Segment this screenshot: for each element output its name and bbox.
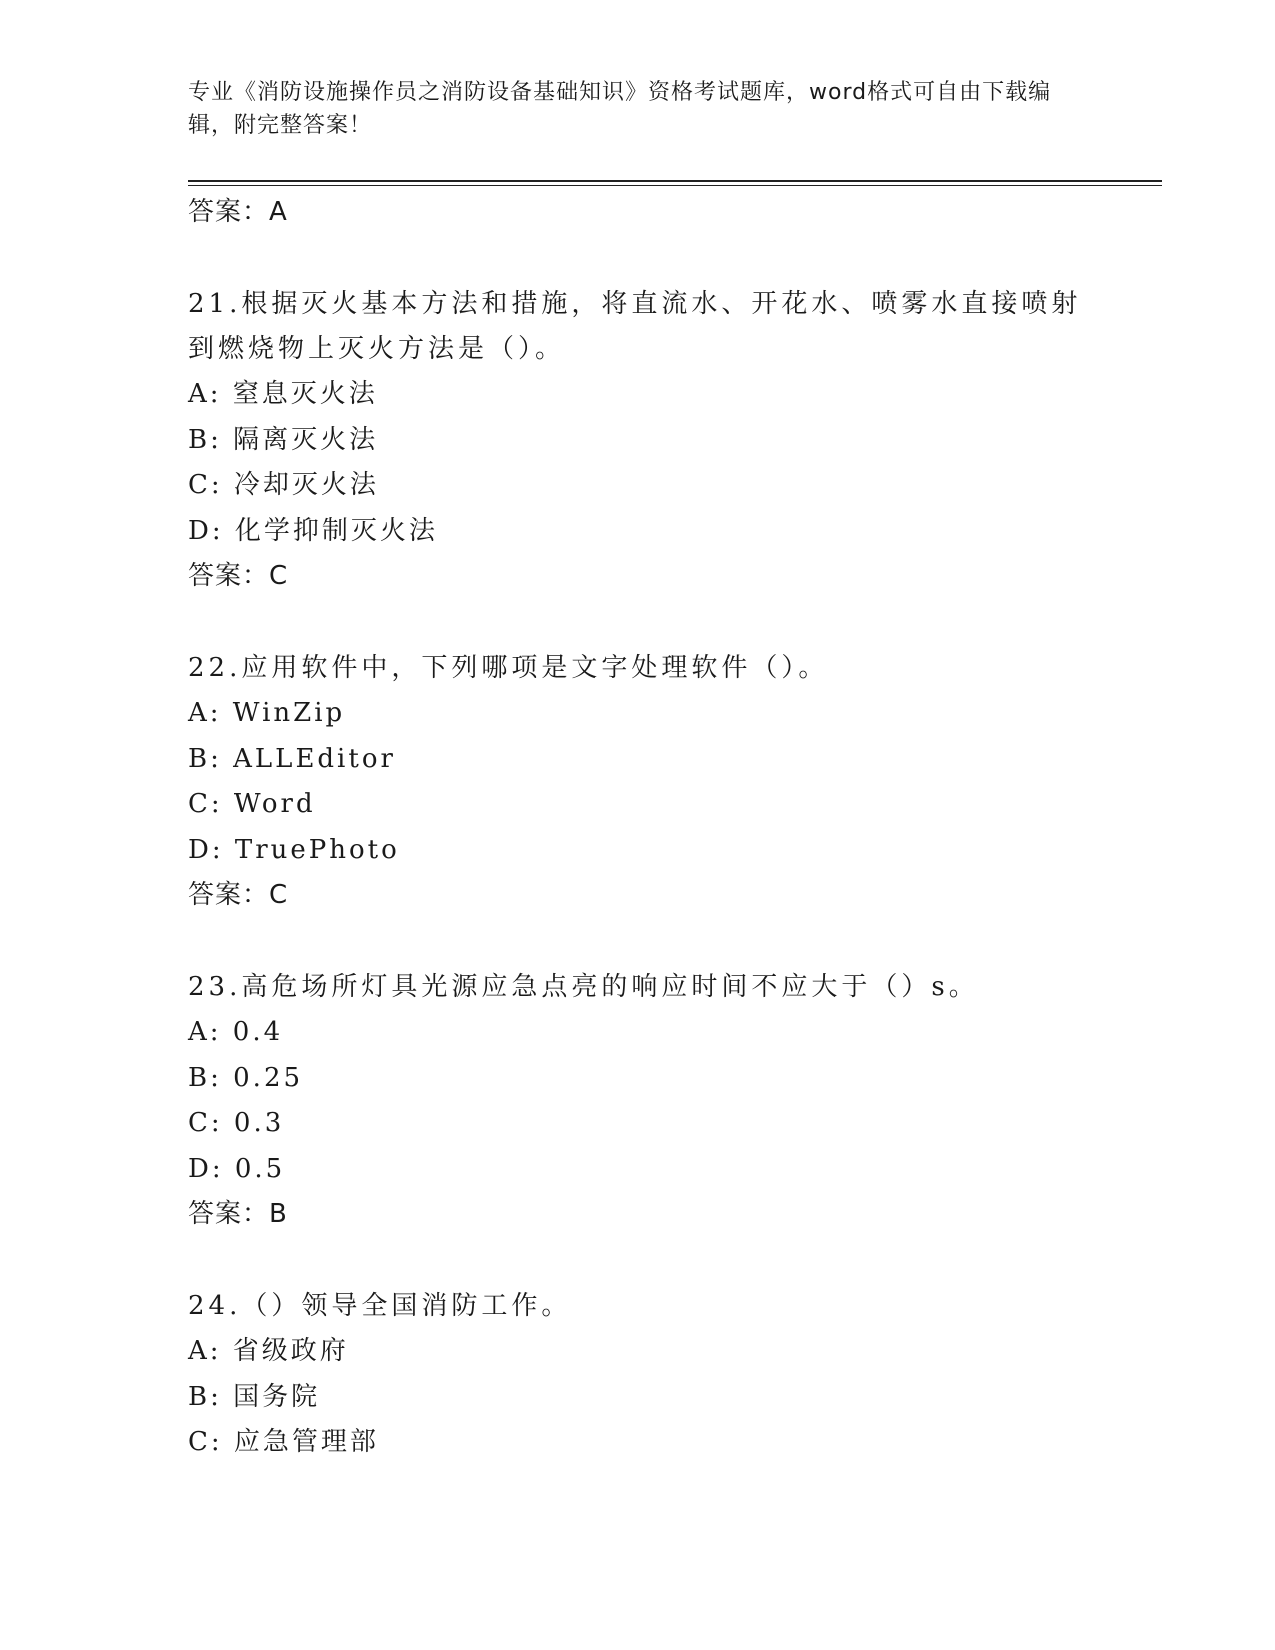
option-a: A: WinZip (188, 698, 346, 728)
option-a: A: 省级政府 (188, 1336, 349, 1366)
option-c: C: Word (188, 789, 316, 819)
answer-line: 答案：B (188, 1199, 288, 1229)
option-b: B: 国务院 (188, 1381, 321, 1412)
question-text: 23.高危场所灯具光源应急点亮的响应时间不应大于（）s。 (188, 972, 979, 1002)
header-divider-thick (188, 180, 1162, 182)
option-d: D: TruePhoto (188, 834, 400, 865)
option-c: C: 0.3 (188, 1108, 285, 1138)
document-header: 专业《消防设施操作员之消防设备基础知识》资格考试题库，word格式可自由下载编辑，附完整答案！ (188, 80, 1052, 138)
answer-line: 答案：C (188, 561, 289, 591)
question-block-24 (188, 1284, 1088, 1466)
option-c: C: 冷却灭火法 (188, 470, 379, 500)
answer-line: 答案：C (188, 880, 289, 910)
option-b: B: 0.25 (188, 1062, 304, 1093)
question-text: 21.根据灭火基本方法和措施，将直流水、开花水、喷雾水直接喷射到燃烧物上灭火方法是（）。 (188, 289, 1082, 364)
question-block-23 (188, 965, 1088, 1237)
question-block-22 (188, 646, 1088, 918)
option-a: A: 0.4 (188, 1017, 284, 1047)
question-text: 24.（）领导全国消防工作。 (188, 1291, 572, 1321)
header-divider-thin (188, 185, 1162, 186)
option-d: D: 化学抑制灭火法 (188, 515, 438, 546)
question-list (188, 190, 1088, 1466)
option-b: B: ALLEditor (188, 743, 396, 774)
answer-line: 答案：A (188, 197, 288, 227)
question-block-21 (188, 282, 1088, 599)
option-b: B: 隔离灭火法 (188, 424, 379, 455)
option-d: D: 0.5 (188, 1153, 286, 1184)
option-a: A: 窒息灭火法 (188, 379, 378, 409)
question-text: 22.应用软件中，下列哪项是文字处理软件（）。 (188, 653, 829, 683)
option-c: C: 应急管理部 (188, 1427, 379, 1457)
